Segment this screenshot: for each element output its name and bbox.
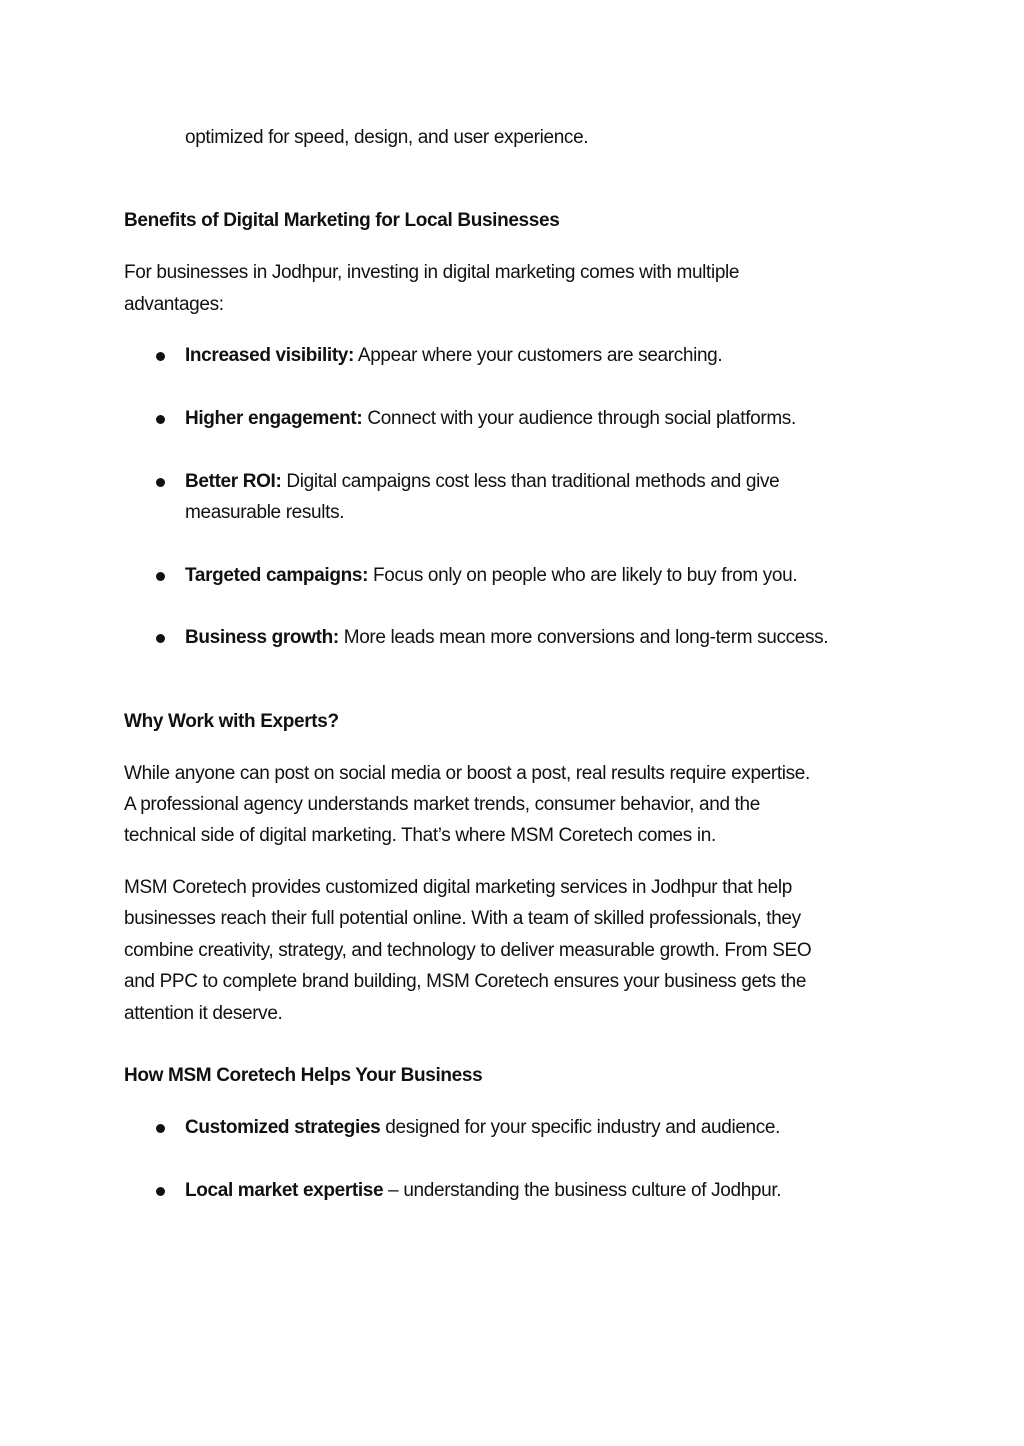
bullet-icon xyxy=(156,478,165,487)
list-item xyxy=(185,340,722,372)
list-item-term: Higher engagement: xyxy=(185,408,363,429)
section-heading-how-msm-helps: How MSM Coretech Helps Your Business xyxy=(124,1065,483,1086)
paragraph-line: combine creativity, strategy, and technology to deliver measurable growth. From SEO xyxy=(124,940,812,961)
list-item-continuation: measurable results. xyxy=(185,502,345,523)
list-item-term: Better ROI: xyxy=(185,471,282,492)
paragraph-line: attention it deserve. xyxy=(124,1003,283,1024)
list-item-term: Increased visibility: xyxy=(185,345,355,366)
paragraph-line: For businesses in Jodhpur, investing in digital marketing comes with multiple xyxy=(124,262,740,283)
list-item xyxy=(185,1175,781,1207)
list-item-text: designed for your specific industry and audience. xyxy=(380,1117,781,1138)
paragraph-line: technical side of digital marketing. That’s where MSM Coretech comes in. xyxy=(124,825,716,846)
bullet-icon xyxy=(156,1124,165,1133)
list-item-term: Customized strategies xyxy=(185,1117,381,1138)
list-item xyxy=(185,466,779,498)
bullet-icon xyxy=(156,352,165,361)
list-item xyxy=(185,622,828,654)
bullet-icon xyxy=(156,415,165,424)
list-item-text: More leads mean more conversions and long-term success. xyxy=(338,627,829,648)
bullet-icon xyxy=(156,1187,165,1196)
bullet-icon xyxy=(156,634,165,643)
section-heading-why-experts: Why Work with Experts? xyxy=(124,711,339,732)
section-heading-benefits: Benefits of Digital Marketing for Local Businesses xyxy=(124,210,560,231)
paragraph-line: businesses reach their full potential online. With a team of skilled professionals, they xyxy=(124,908,801,929)
paragraph-line: A professional agency understands market trends, consumer behavior, and the xyxy=(124,794,760,815)
list-item-term: Targeted campaigns: xyxy=(185,565,369,586)
list-item-text: Focus only on people who are likely to buy from you. xyxy=(368,565,798,586)
list-item-term: Local market expertise xyxy=(185,1180,384,1201)
paragraph-line: While anyone can post on social media or boost a post, real results require expertise. xyxy=(124,763,810,784)
paragraph-line: advantages: xyxy=(124,294,224,315)
list-item xyxy=(185,1112,780,1144)
list-item xyxy=(185,560,797,592)
list-item-text: – understanding the business culture of Jodhpur. xyxy=(383,1180,782,1201)
bullet-icon xyxy=(156,572,165,581)
list-item xyxy=(185,403,796,435)
paragraph-line: MSM Coretech provides customized digital marketing services in Jodhpur that help xyxy=(124,877,792,898)
paragraph-line: and PPC to complete brand building, MSM Coretech ensures your business gets the xyxy=(124,971,807,992)
list-item-term: Business growth: xyxy=(185,627,339,648)
list-item-text: Appear where your customers are searching. xyxy=(354,345,723,366)
list-item-text: Digital campaigns cost less than traditional methods and give xyxy=(281,471,780,492)
intro-continuation: optimized for speed, design, and user experience. xyxy=(185,127,589,148)
list-item-text: Connect with your audience through social platforms. xyxy=(362,408,796,429)
